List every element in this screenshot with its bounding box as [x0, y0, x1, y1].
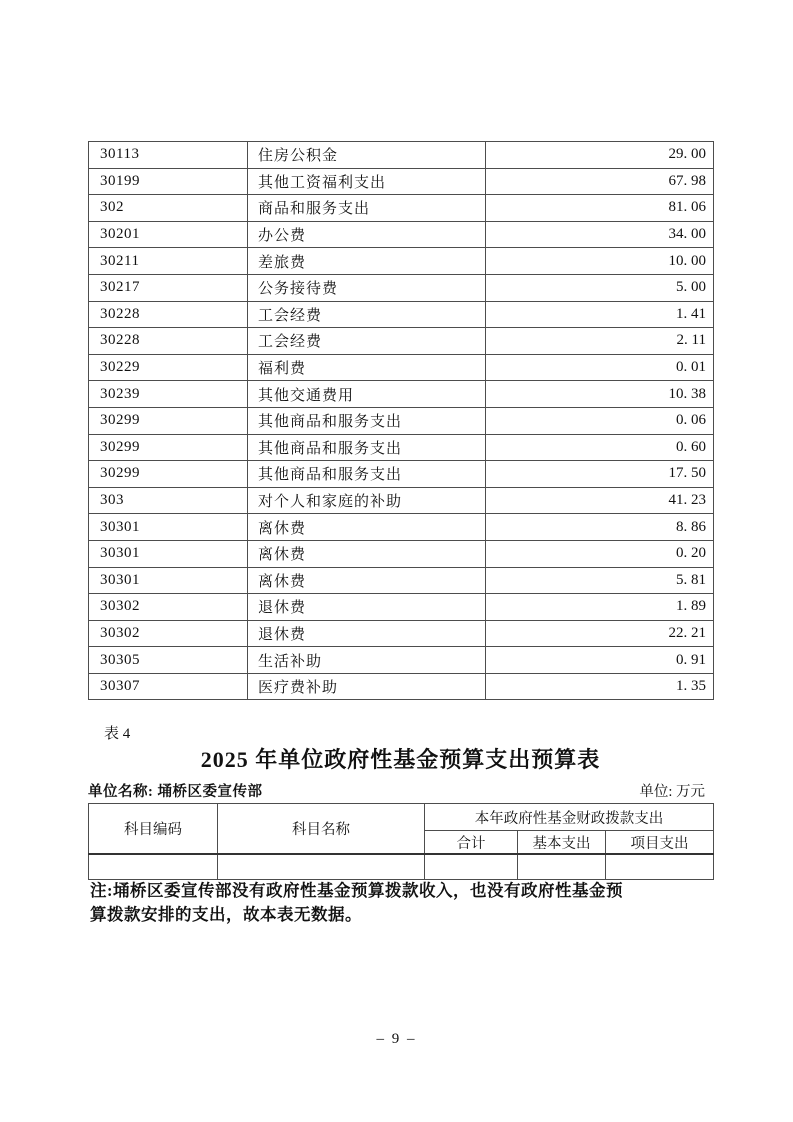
empty-cell [89, 854, 218, 880]
cell-code: 30299 [89, 407, 248, 434]
cell-code: 30301 [89, 540, 248, 567]
cell-name: 公务接待费 [248, 274, 486, 301]
cell-name: 医疗费补助 [248, 673, 486, 700]
table-row [89, 540, 714, 567]
cell-name: 退休费 [248, 620, 486, 647]
cell-code: 30201 [89, 221, 248, 248]
cell-code: 30299 [89, 461, 248, 488]
cell-code: 30199 [89, 168, 248, 195]
cell-code: 30302 [89, 620, 248, 647]
table-row [89, 142, 714, 169]
cell-code: 30301 [89, 514, 248, 541]
cell-name: 办公费 [248, 221, 486, 248]
cell-amount: 10. 38 [486, 381, 714, 408]
cell-amount: 5. 81 [486, 567, 714, 594]
cell-code: 30299 [89, 434, 248, 461]
cell-code: 303 [89, 487, 248, 514]
cell-amount: 1. 35 [486, 673, 714, 700]
table-row [89, 354, 714, 381]
page-number: – 9 – [376, 1031, 417, 1047]
table-row [89, 407, 714, 434]
cell-amount: 1. 41 [486, 301, 714, 328]
cell-code: 30113 [89, 142, 248, 169]
cell-amount: 0. 91 [486, 647, 714, 674]
cell-code: 30217 [89, 274, 248, 301]
cell-amount: 34. 00 [486, 221, 714, 248]
cell-name: 其他商品和服务支出 [248, 434, 486, 461]
cell-amount: 67. 98 [486, 168, 714, 195]
empty-data-row [89, 854, 714, 880]
cell-name: 对个人和家庭的补助 [248, 487, 486, 514]
cell-code: 30302 [89, 594, 248, 621]
cell-code: 30239 [89, 381, 248, 408]
note-line: 注:埇桥区委宣传部没有政府性基金预算拨款收入，也没有政府性基金预 [90, 881, 623, 900]
table-meta-row [88, 780, 713, 801]
unit-name: 单位名称: 埇桥区委宣传部 [88, 784, 263, 800]
cell-amount: 29. 00 [486, 142, 714, 169]
table-row [89, 594, 714, 621]
cell-amount: 17. 50 [486, 461, 714, 488]
cell-amount: 0. 60 [486, 434, 714, 461]
empty-cell [218, 854, 425, 880]
cell-code: 30211 [89, 248, 248, 275]
cell-code: 30305 [89, 647, 248, 674]
cell-name: 其他工资福利支出 [248, 168, 486, 195]
table-row [89, 673, 714, 700]
fund-budget-table [88, 803, 714, 880]
budget-expenditure-continuation-table [88, 141, 714, 700]
empty-cell [425, 854, 518, 880]
cell-code: 30301 [89, 567, 248, 594]
cell-name: 离休费 [248, 514, 486, 541]
cell-name: 住房公积金 [248, 142, 486, 169]
cell-name: 离休费 [248, 540, 486, 567]
table-row [89, 195, 714, 222]
cell-name: 其他交通费用 [248, 381, 486, 408]
table-header-row [89, 804, 714, 831]
table-row [89, 274, 714, 301]
cell-amount: 5. 00 [486, 274, 714, 301]
header-basic-expenditure: 基本支出 [518, 831, 606, 855]
cell-amount: 10. 00 [486, 248, 714, 275]
cell-amount: 81. 06 [486, 195, 714, 222]
cell-amount: 41. 23 [486, 487, 714, 514]
cell-amount: 0. 20 [486, 540, 714, 567]
header-subject-name: 科目名称 [218, 804, 425, 855]
unit-of-measure: 单位: 万元 [639, 784, 705, 800]
cell-name: 退休费 [248, 594, 486, 621]
table-row [89, 381, 714, 408]
table-row [89, 248, 714, 275]
cell-code: 30228 [89, 301, 248, 328]
cell-code: 302 [89, 195, 248, 222]
empty-cell [518, 854, 606, 880]
table-row [89, 168, 714, 195]
cell-name: 差旅费 [248, 248, 486, 275]
table-row [89, 567, 714, 594]
table-row [89, 434, 714, 461]
cell-code: 30228 [89, 328, 248, 355]
cell-name: 工会经费 [248, 301, 486, 328]
table-row [89, 221, 714, 248]
cell-amount: 2. 11 [486, 328, 714, 355]
cell-amount: 8. 86 [486, 514, 714, 541]
table-row [89, 514, 714, 541]
cell-amount: 0. 06 [486, 407, 714, 434]
table4-label: 表 4 [104, 726, 131, 742]
header-project-expenditure: 项目支出 [606, 831, 714, 855]
page-title: 2025 年单位政府性基金预算支出预算表 [200, 747, 601, 772]
note-line: 算拨款安排的支出，故本表无数据。 [90, 905, 362, 924]
cell-code: 30229 [89, 354, 248, 381]
table-row [89, 301, 714, 328]
header-subject-code: 科目编码 [89, 804, 218, 855]
cell-name: 商品和服务支出 [248, 195, 486, 222]
cell-name: 离休费 [248, 567, 486, 594]
cell-name: 工会经费 [248, 328, 486, 355]
header-fund-appropriation-group: 本年政府性基金财政拨款支出 [425, 804, 714, 831]
table-row [89, 620, 714, 647]
note-text [90, 879, 730, 927]
cell-name: 生活补助 [248, 647, 486, 674]
cell-name: 其他商品和服务支出 [248, 461, 486, 488]
header-total: 合计 [425, 831, 518, 855]
table-row [89, 647, 714, 674]
cell-amount: 1. 89 [486, 594, 714, 621]
cell-name: 福利费 [248, 354, 486, 381]
empty-cell [606, 854, 714, 880]
cell-code: 30307 [89, 673, 248, 700]
cell-amount: 22. 21 [486, 620, 714, 647]
table-row [89, 487, 714, 514]
table-row [89, 328, 714, 355]
table-row [89, 461, 714, 488]
cell-amount: 0. 01 [486, 354, 714, 381]
cell-name: 其他商品和服务支出 [248, 407, 486, 434]
